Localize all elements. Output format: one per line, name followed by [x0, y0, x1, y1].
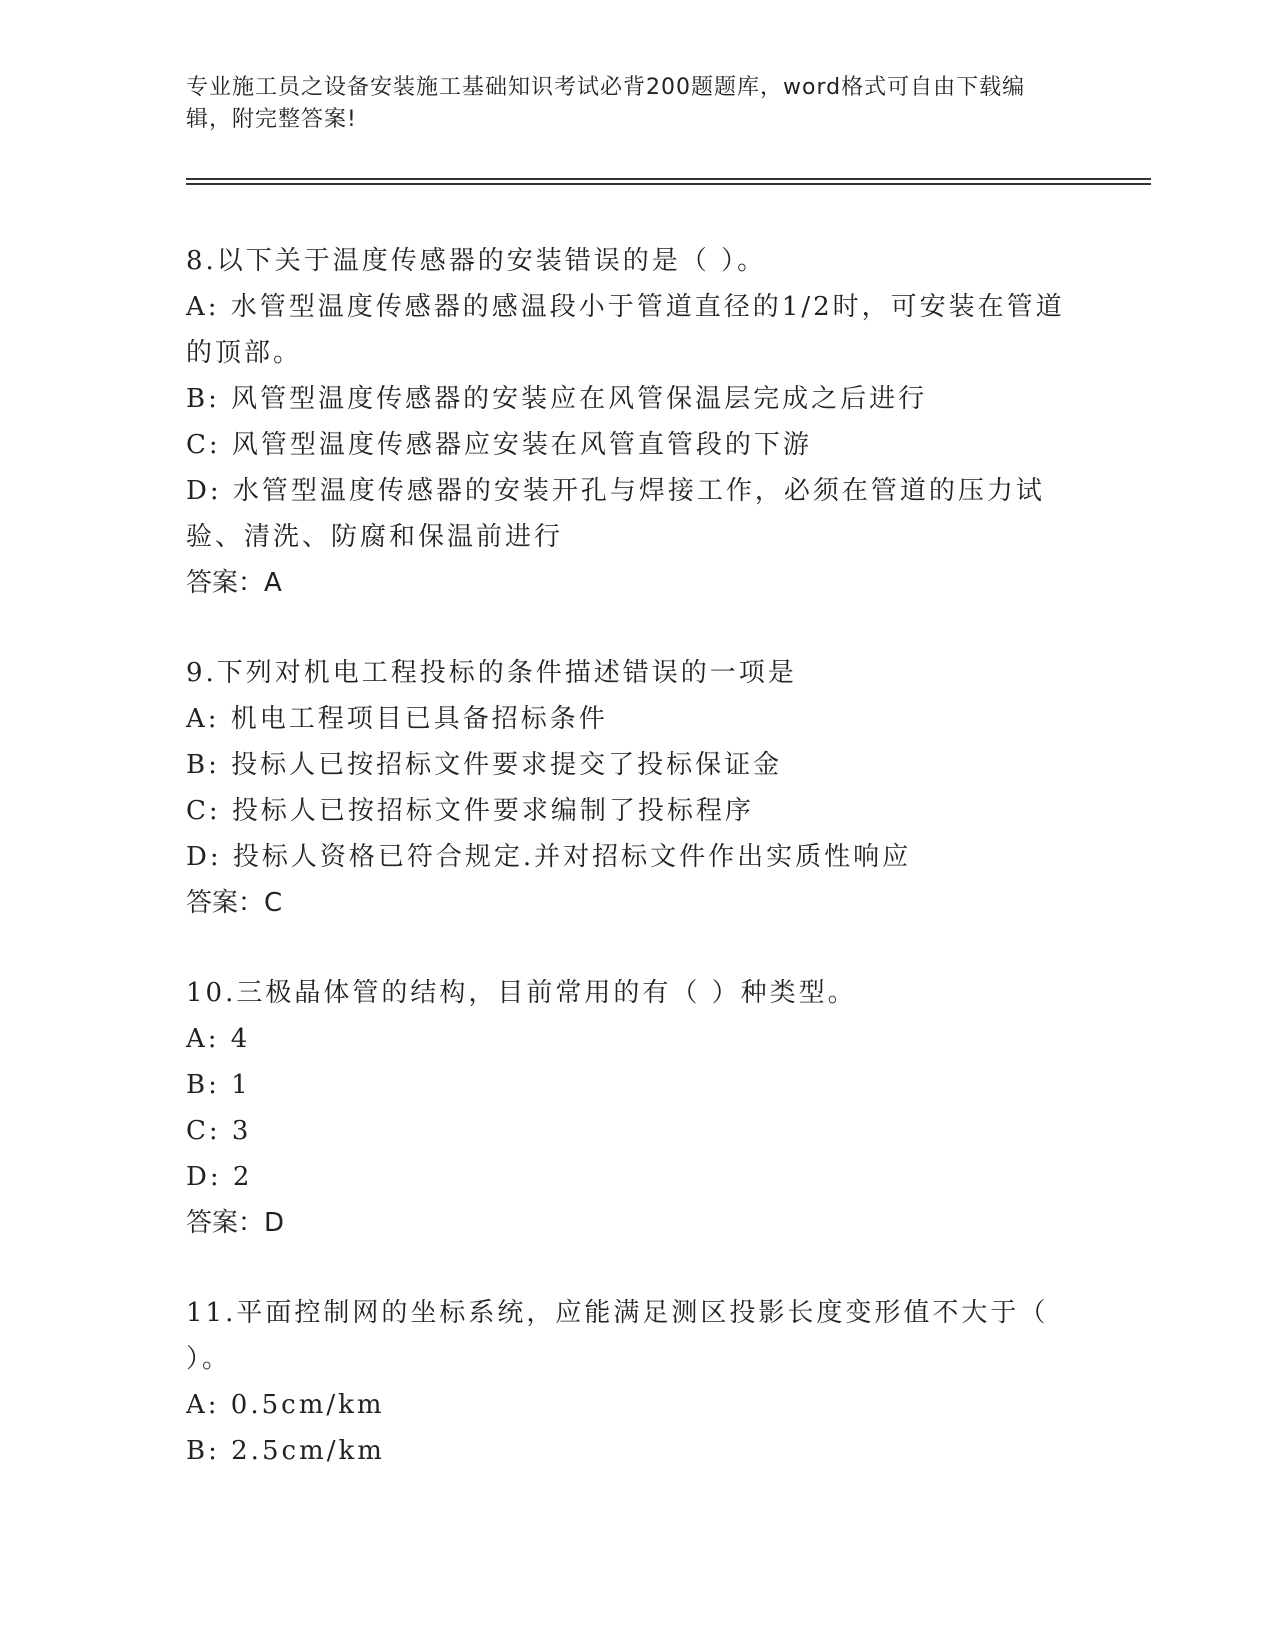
option-c: C: 风管型温度传感器应安装在风管直管段的下游: [186, 430, 812, 460]
option-b: B: 2.5cm/km: [186, 1436, 385, 1466]
option-b: B: 投标人已按招标文件要求提交了投标保证金: [186, 750, 783, 780]
option-d: D: 2: [186, 1162, 253, 1192]
option-c: C: 3: [186, 1116, 252, 1146]
document-header: 专业施工员之设备安装施工基础知识考试必背200题题库，word格式可自由下载编辑，附完整答案!: [186, 75, 1026, 132]
option-a: A: 机电工程项目已具备招标条件: [186, 704, 608, 734]
question-8: [186, 238, 1086, 606]
option-a: A: 0.5cm/km: [186, 1390, 385, 1420]
question-stem: 8.以下关于温度传感器的安装错误的是（ ）。: [186, 246, 767, 276]
answer-label: 答案：A: [186, 568, 282, 598]
header-divider-second: [186, 183, 1151, 185]
option-b: B: 1: [186, 1070, 251, 1100]
option-b: B: 风管型温度传感器的安装应在风管保温层完成之后进行: [186, 384, 928, 414]
option-d: D: 水管型温度传感器的安装开孔与焊接工作，必须在管道的压力试验、清洗、防腐和保温前进行: [186, 476, 1045, 552]
question-11: [186, 1290, 1086, 1474]
question-stem: 9.下列对机电工程投标的条件描述错误的一项是: [186, 658, 797, 688]
option-d: D: 投标人资格已符合规定.并对招标文件作出实质性响应: [186, 842, 912, 872]
answer-label: 答案：D: [186, 1208, 285, 1238]
option-a: A: 水管型温度传感器的感温段小于管道直径的1/2时，可安装在管道的顶部。: [186, 292, 1065, 368]
question-stem: 11.平面控制网的坐标系统，应能满足测区投影长度变形值不大于（ ）。: [186, 1298, 1049, 1374]
question-stem: 10.三极晶体管的结构，目前常用的有（ ）种类型。: [186, 978, 857, 1008]
answer-label: 答案：C: [186, 888, 283, 918]
question-9: [186, 650, 1086, 926]
header-divider: [186, 178, 1151, 180]
option-c: C: 投标人已按招标文件要求编制了投标程序: [186, 796, 754, 826]
option-a: A: 4: [186, 1024, 251, 1054]
question-10: [186, 970, 1086, 1246]
question-list: [186, 238, 1086, 1474]
